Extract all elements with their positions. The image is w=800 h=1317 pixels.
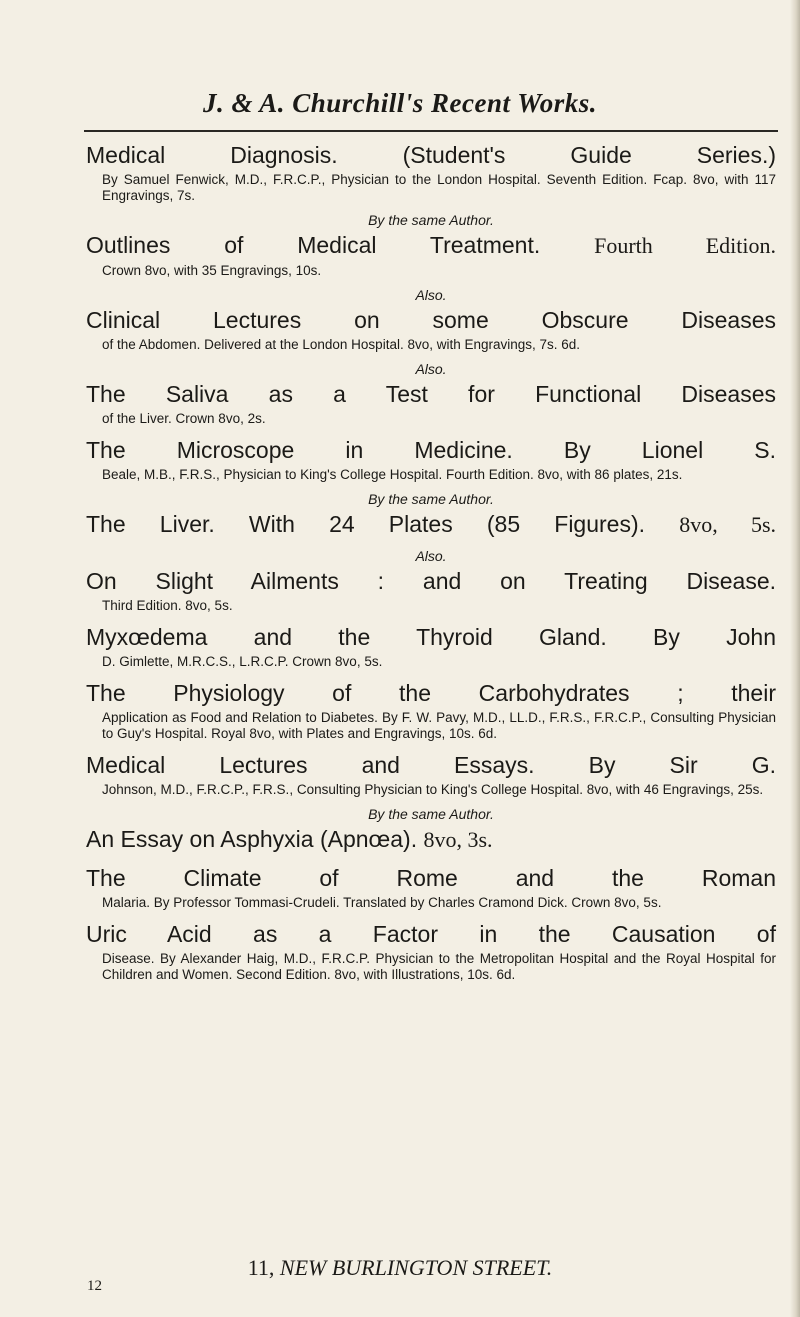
entry-title: The Climate of Rome and the Roman [86, 865, 776, 891]
entry-title: Medical Lectures and Essays. By Sir G. [86, 752, 776, 778]
entry-description: Beale, M.B., F.R.S., Physician to King's College Hospital. Fourth Edition. 8vo, with 86 plates, 21s. [102, 467, 683, 482]
entry-description: Johnson, M.D., F.R.C.P., F.R.S., Consulting Physician to King's College Hospital. 8vo, with 46 Engravings, 25s. [102, 782, 764, 797]
entry-essay-asphyxia [86, 824, 776, 855]
entry-title: Medical Diagnosis. (Student's Guide Series.) [86, 142, 776, 168]
entry-title-edition: Fourth Edition. [594, 233, 777, 258]
entry-description: D. Gimlette, M.R.C.S., L.R.C.P. Crown 8vo, 5s. [102, 654, 383, 669]
entry-title [86, 230, 776, 261]
entry-physiology-carbohydrates [86, 678, 776, 742]
by-same-author-note: By the same Author. [368, 212, 494, 228]
entry-description: Crown 8vo, with 35 Engravings, 10s. [102, 263, 322, 278]
entry-title-price: 8vo, 3s. [423, 827, 493, 852]
page-edge [790, 0, 800, 1317]
by-same-author-note: By the same Author. [368, 806, 494, 822]
entry-title-price: 8vo, 5s. [679, 512, 777, 537]
header-rule [84, 130, 778, 132]
entry-saliva-test [86, 379, 776, 427]
street-name: NEW BURLINGTON STREET. [279, 1255, 553, 1280]
also-note: Also. [415, 287, 447, 303]
entry-title-main: Outlines of Medical Treatment. [86, 232, 541, 258]
entry-description: of the Abdomen. Delivered at the London Hospital. 8vo, with Engravings, 7s. 6d. [102, 337, 581, 352]
entry-title: The Saliva as a Test for Functional Diseases [86, 381, 776, 407]
entry-climate-of-rome [86, 863, 776, 911]
publisher-address [0, 1255, 800, 1281]
by-same-author-note: By the same Author. [368, 491, 494, 507]
entry-title: Uric Acid as a Factor in the Causation of [86, 921, 776, 947]
entries-list [86, 140, 776, 983]
entry-description: Third Edition. 8vo, 5s. [102, 598, 233, 613]
entry-title-main: An Essay on Asphyxia (Apnœa). [86, 826, 418, 852]
entry-title: The Physiology of the Carbohydrates ; their [86, 680, 776, 706]
entry-slight-ailments [86, 566, 776, 614]
street-number: 11, [247, 1255, 275, 1280]
entry-description: Application as Food and Relation to Diabetes. By F. W. Pavy, M.D., LL.D., F.R.S., F.R.C.P., Consulting Physician to Guy's Hospital. Royal 8vo, with Plates and Engravings, 10s. 6d. [102, 710, 776, 741]
entry-medical-diagnosis [86, 140, 776, 204]
entry-title [86, 824, 776, 855]
entry-outlines-medical-treatment [86, 230, 776, 279]
entry-uric-acid [86, 919, 776, 983]
page-number: 12 [87, 1278, 102, 1294]
entry-microscope-in-medicine [86, 435, 776, 483]
entry-title: The Microscope in Medicine. By Lionel S. [86, 437, 776, 463]
entry-description: of the Liver. Crown 8vo, 2s. [102, 411, 266, 426]
entry-title-main: The Liver. With 24 Plates (85 Figures). [86, 511, 646, 537]
entry-description: Malaria. By Professor Tommasi-Crudeli. Translated by Charles Cramond Dick. Crown 8vo, 5s. [102, 895, 662, 910]
entry-medical-lectures-essays [86, 750, 776, 798]
entry-the-liver [86, 509, 776, 540]
entry-title: On Slight Ailments : and on Treating Disease. [86, 568, 776, 594]
entry-clinical-lectures [86, 305, 776, 353]
also-note: Also. [415, 361, 447, 377]
entry-description: Disease. By Alexander Haig, M.D., F.R.C.P. Physician to the Metropolitan Hospital and the Royal Hospital for Children and Women. Second Edition. 8vo, with Illustrations, 10s. 6d. [102, 951, 776, 982]
page-header: J. & A. Churchill's Recent Works. [202, 88, 598, 118]
entry-title: Myxœdema and the Thyroid Gland. By John [86, 624, 776, 650]
entry-myxoedema [86, 622, 776, 670]
entry-description: By Samuel Fenwick, M.D., F.R.C.P., Physician to the London Hospital. Seventh Edition. Fcap. 8vo, with 117 Engravings, 7s. [102, 172, 776, 203]
entry-title [86, 509, 776, 540]
entry-title: Clinical Lectures on some Obscure Diseases [86, 307, 776, 333]
also-note: Also. [415, 548, 447, 564]
